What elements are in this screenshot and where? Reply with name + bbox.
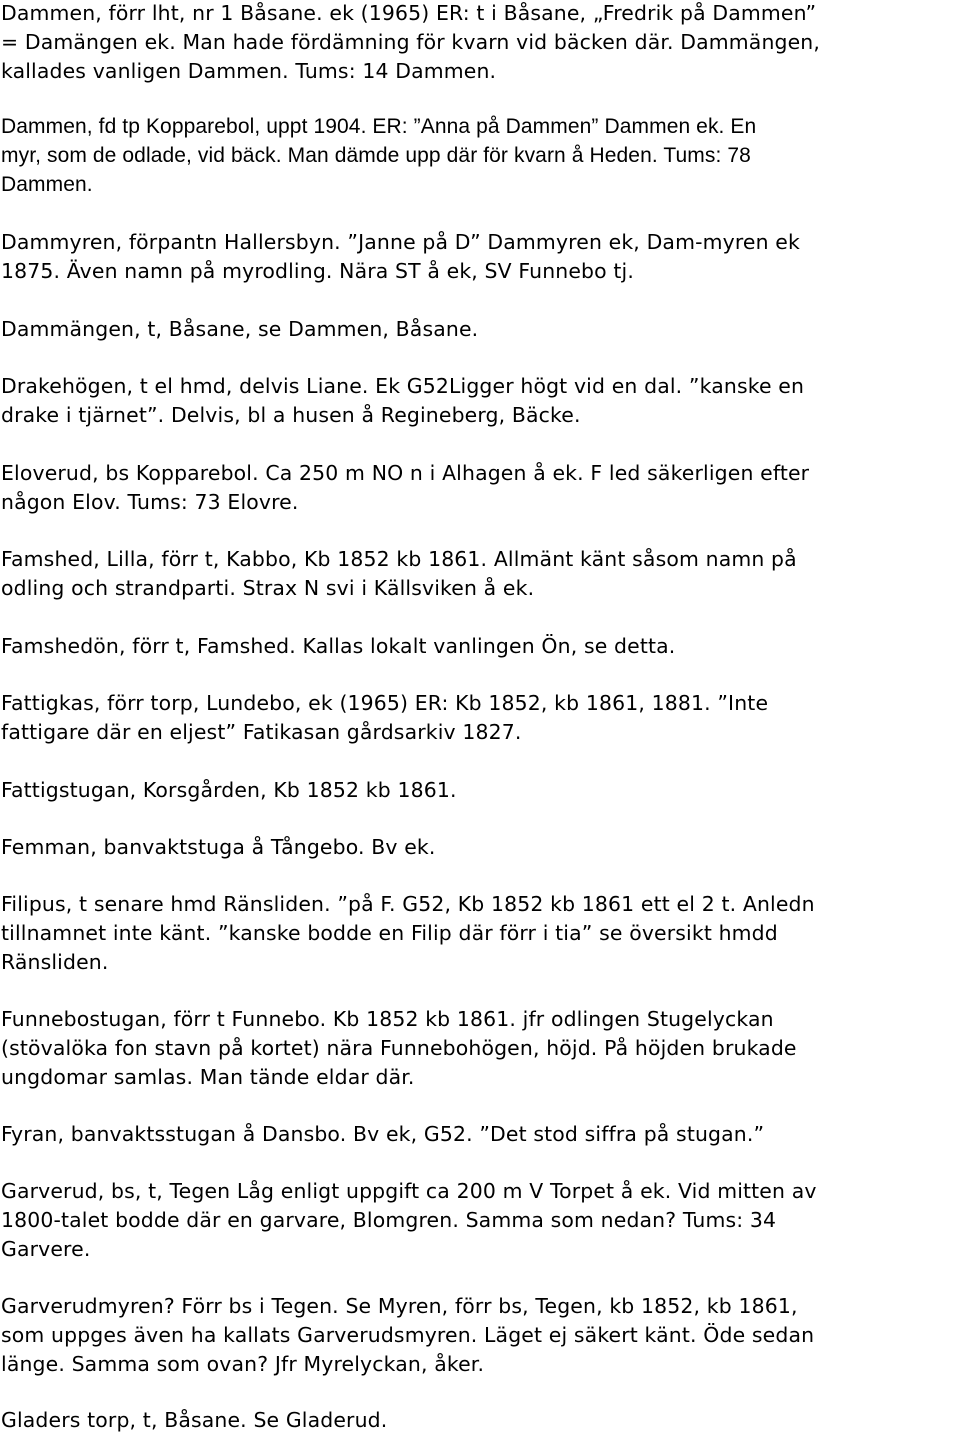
entry-gladers-torp: Gladers torp, t, Båsane. Se Gladerud. xyxy=(1,1408,388,1432)
entry-funnebostugan: Funnebostugan, förr t Funnebo. Kb 1852 kb 1861. jfr odlingen Stugelyckan (stövalöka fon stavn på kortet) nära Funnebohögen, höjd. På höjden brukade ungdomar samlas. Man tände eldar där. xyxy=(1,1007,797,1089)
entry-famshedon: Famshedön, förr t, Famshed. Kallas lokalt vanlingen Ön, se detta. xyxy=(1,634,676,658)
entry-eloverud: Eloverud, bs Kopparebol. Ca 250 m NO n i Alhagen å ek. F led säkerligen efter någon Elov. Tums: 73 Elovre. xyxy=(1,461,810,514)
entry-garverudmyren: Garverudmyren? Förr bs i Tegen. Se Myren, förr bs, Tegen, kb 1852, kb 1861, som uppges även ha kallats Garverudsmyren. Läget ej säkert känt. Öde sedan länge. Samma som ovan? Jfr Myrelyckan, åker. xyxy=(1,1294,815,1376)
entry-femman: Femman, banvaktstuga å Tångebo. Bv ek. xyxy=(1,835,436,859)
entry-fyran: Fyran, banvaktsstugan å Dansbo. Bv ek, G52. ”Det stod siffra på stugan.” xyxy=(1,1122,765,1146)
entry-dammangen: Dammängen, t, Båsane, se Dammen, Båsane. xyxy=(1,317,479,341)
entry-dammen-basane: Dammen, förr lht, nr 1 Båsane. ek (1965) ER: t i Båsane, „Fredrik på Dammen” = Damängen ek. Man hade fördämning för kvarn vid bäcken där. Dammängen, kallades vanligen Dammen. Tums: 14 Dammen. xyxy=(1,1,821,83)
entry-dammen-kopparebol: Dammen, fd tp Kopparebol, uppt 1904. ER: ”Anna på Dammen” Dammen ek. En myr, som de odlade, vid bäck. Man dämde upp där för kvarn å Heden. Tums: 78 Dammen. xyxy=(1,115,757,196)
entry-garverud: Garverud, bs, t, Tegen Låg enligt uppgift ca 200 m V Torpet å ek. Vid mitten av 1800-talet bodde där en garvare, Blomgren. Samma som nedan? Tums: 34 Garvere. xyxy=(1,1179,817,1261)
entry-dammyren: Dammyren, förpantn Hallersbyn. ”Janne på D” Dammyren ek, Dam-myren ek 1875. Även namn på myrodling. Nära ST å ek, SV Funnebo tj. xyxy=(1,230,800,283)
entry-fattigkas: Fattigkas, förr torp, Lundebo, ek (1965) ER: Kb 1852, kb 1861, 1881. ”Inte fattigare där en eljest” Fatikasan gårdsarkiv 1827. xyxy=(1,691,769,744)
entry-drakehogen: Drakehögen, t el hmd, delvis Liane. Ek G52Ligger högt vid en dal. ”kanske en drake i tjärnet”. Delvis, bl a husen å Regineberg, Bäcke. xyxy=(1,374,805,427)
entry-filipus: Filipus, t senare hmd Ränsliden. ”på F. G52, Kb 1852 kb 1861 ett el 2 t. Anledn tillnamnet inte känt. ”kanske bodde en Filip där förr i tia” se översikt hmdd Ränsliden. xyxy=(1,892,815,974)
entry-fattigstugan: Fattigstugan, Korsgården, Kb 1852 kb 1861. xyxy=(1,778,457,802)
entry-famshed-lilla: Famshed, Lilla, förr t, Kabbo, Kb 1852 kb 1861. Allmänt känt såsom namn på odling och strandparti. Strax N svi i Källsviken å ek. xyxy=(1,547,797,600)
